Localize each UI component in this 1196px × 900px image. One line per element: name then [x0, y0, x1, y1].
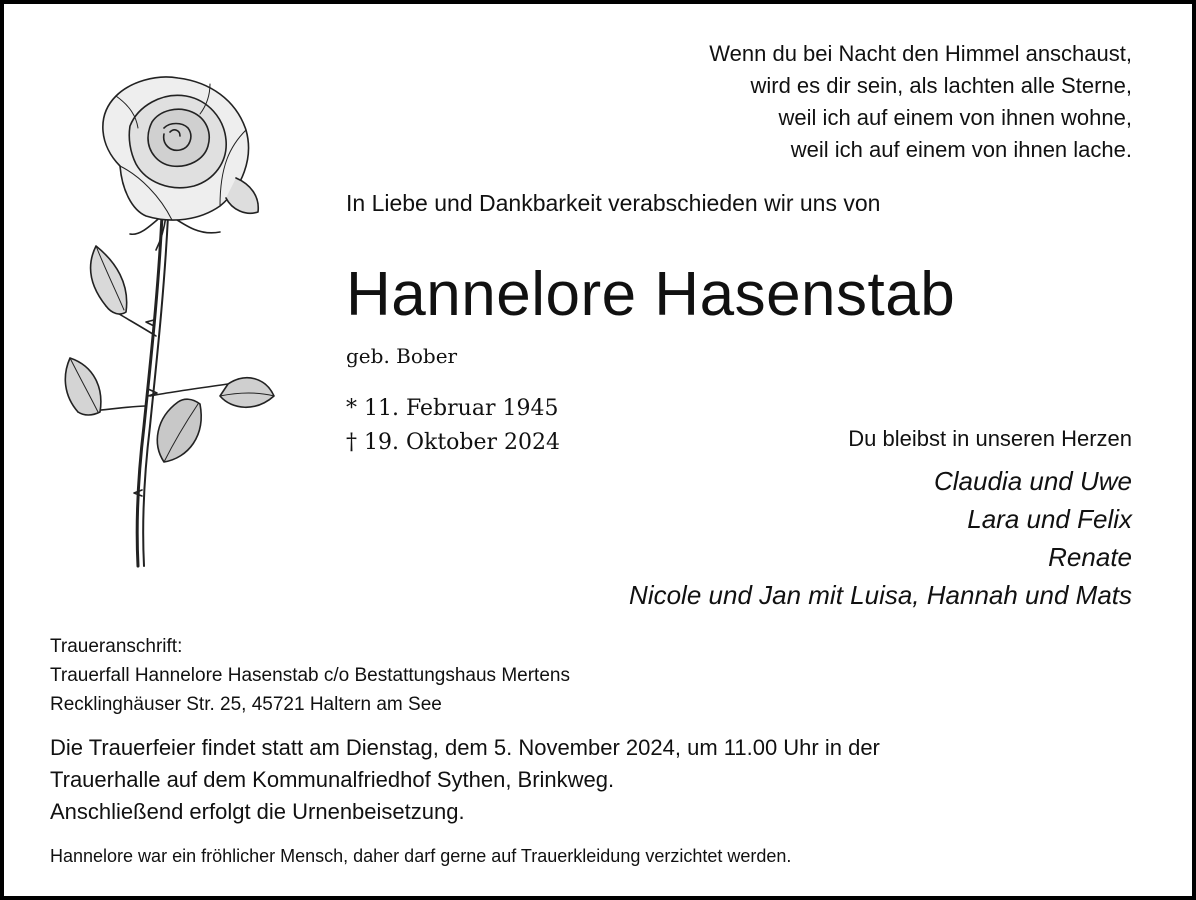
address-label: Traueranschrift: — [50, 636, 183, 657]
poem-line: weil ich auf einem von ihnen lache. — [790, 137, 1132, 162]
dress-code-note: Hannelore war ein fröhlicher Mensch, daher darf gerne auf Trauerkleidung verzichtet werden. — [50, 846, 792, 866]
ceremony-info — [50, 732, 880, 828]
address-line: Recklinghäuser Str. 25, 45721 Haltern am See — [50, 694, 442, 715]
poem-line: weil ich auf einem von ihnen wohne, — [778, 105, 1132, 130]
address-line: Trauerfall Hannelore Hasenstab c/o Bestattungshaus Mertens — [50, 665, 570, 686]
mourner-entry: Claudia und Uwe — [933, 466, 1132, 496]
deceased-name: Hannelore Hasenstab — [346, 260, 956, 329]
mourner-entry: Renate — [1048, 542, 1132, 572]
mourning-address — [50, 632, 570, 719]
poem-quote — [709, 38, 1132, 166]
birth-date: * 11. Februar 1945 — [346, 396, 559, 421]
remembrance-text: Du bleibst in unseren Herzen — [848, 426, 1132, 451]
death-date: † 19. Oktober 2024 — [346, 430, 561, 455]
ceremony-line: Anschließend erfolgt die Urnenbeisetzung. — [50, 799, 465, 824]
ceremony-line: Die Trauerfeier findet statt am Dienstag, dem 5. November 2024, um 11.00 Uhr in der — [50, 735, 880, 760]
mourners-list — [629, 462, 1132, 614]
poem-line: wird es dir sein, als lachten alle Sterne, — [750, 73, 1132, 98]
intro-text: In Liebe und Dankbarkeit verabschieden wir uns von — [346, 190, 881, 216]
mourner-entry: Lara und Felix — [967, 504, 1132, 534]
ceremony-line: Trauerhalle auf dem Kommunalfriedhof Sythen, Brinkweg. — [50, 767, 615, 792]
mourner-entry: Nicole und Jan mit Luisa, Hannah und Mats — [629, 580, 1132, 610]
maiden-name: geb. Bober — [346, 344, 458, 368]
rose-icon — [60, 66, 282, 572]
poem-line: Wenn du bei Nacht den Himmel anschaust, — [709, 41, 1132, 66]
